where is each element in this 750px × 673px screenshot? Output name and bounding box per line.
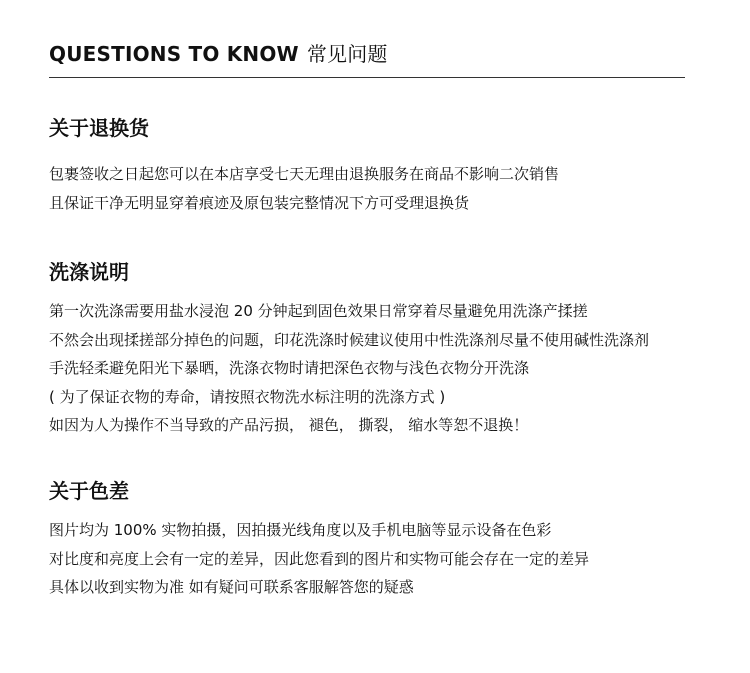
section-body-returns — [49, 160, 559, 217]
text-line: ( 为了保证衣物的寿命，请按照衣物洗水标注明的洗涤方式 ) — [49, 387, 446, 406]
section-body-color-difference — [49, 516, 589, 602]
text-line: 如因为人为操作不当导致的产品污损， 褪色， 撕裂， 缩水等恕不退换！ — [49, 416, 529, 434]
text-line: 且保证干净无明显穿着痕迹及原包装完整情况下方可受理退换货 — [49, 193, 470, 212]
section-title-color-difference: 关于色差 — [49, 479, 129, 503]
page-header — [49, 38, 388, 67]
section-body-washing — [49, 297, 649, 440]
text-line: 包裹签收之日起您可以在本店享受七天无理由退换服务在商品不影响二次销售 — [49, 165, 560, 183]
text-line: 图片均为 100% 实物拍摄，因拍摄光线角度以及手机电脑等显示设备在色彩 — [49, 521, 552, 539]
header-divider — [49, 77, 685, 78]
text-line: 第一次洗涤需要用盐水浸泡 20 分钟起到固色效果日常穿着尽量避免用洗涤产揉搓 — [49, 302, 588, 320]
page-title: QUESTIONS TO KNOW — [49, 42, 299, 66]
text-line: 对比度和亮度上会有一定的差异，因此您看到的图片和实物可能会存在一定的差异 — [49, 549, 590, 568]
text-line: 不然会出现揉搓部分掉色的问题，印花洗涤时候建议使用中性洗涤剂尽量不使用碱性洗涤剂 — [49, 330, 650, 349]
text-line: 具体以收到实物为准 如有疑问可联系客服解答您的疑惑 — [49, 578, 414, 596]
text-line: 手洗轻柔避免阳光下暴晒，洗涤衣物时请把深色衣物与浅色衣物分开洗涤 — [49, 359, 530, 377]
section-title-returns: 关于退换货 — [49, 116, 149, 140]
page-subtitle: 常见问题 — [306, 42, 388, 66]
section-title-washing: 洗涤说明 — [49, 260, 129, 284]
